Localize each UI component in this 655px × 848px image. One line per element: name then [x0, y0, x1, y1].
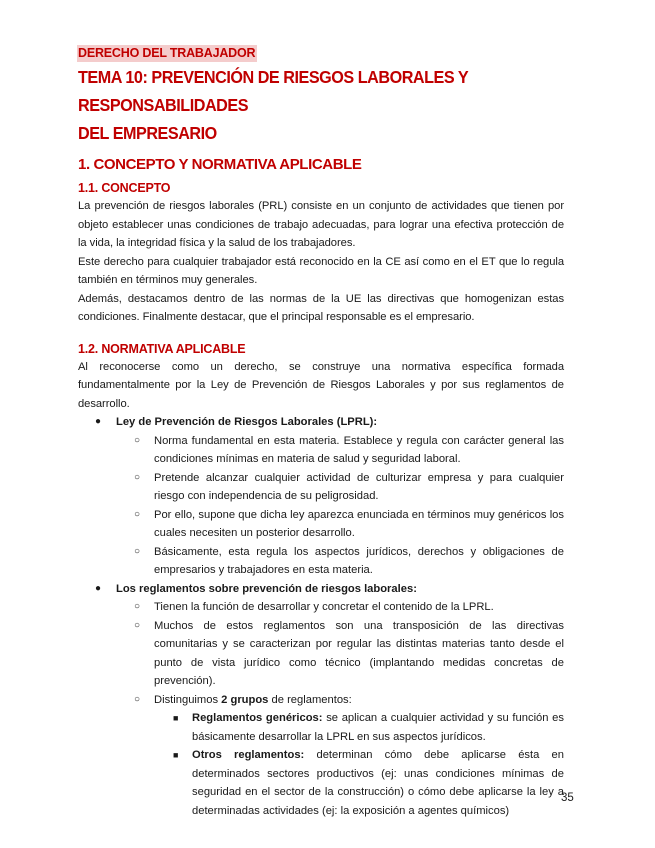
list-item-reglamentos — [78, 580, 564, 599]
bullet-icon: ● — [95, 582, 102, 594]
section-heading-concepto-normativa: 1. CONCEPTO Y NORMATIVA APLICABLE — [78, 156, 362, 173]
circle-bullet-icon: ○ — [134, 545, 141, 557]
grupos-suffix: de reglamentos: — [268, 693, 352, 706]
lprl-label: Ley de Prevención de Riesgos Laborales (LPRL): — [116, 416, 378, 428]
page-content — [78, 44, 564, 820]
circle-bullet-icon: ○ — [134, 693, 141, 705]
grupo-text: determinan cómo debe aplicarse ésta en determinados sectores productivos (ej: unas condiciones mínimas de seguridad en el sector de la construcción) o cómo debe aplicarse la ley a determinadas actividades (ej: la exposición a agentes químicos) — [192, 749, 564, 817]
circle-bullet-icon: ○ — [134, 471, 141, 483]
list-item-grupos — [78, 691, 564, 710]
list-item — [78, 506, 564, 543]
grupos-count: 2 grupos — [221, 693, 269, 706]
grupos-prefix: Distinguimos — [154, 693, 222, 706]
concepto-paragraph-2: Este derecho para cualquier trabajador está reconocido en la CE así como en el ET que lo regula también en términos muy generales. — [78, 255, 564, 286]
title-line-2: DEL EMPRESARIO — [78, 123, 217, 143]
circle-bullet-icon: ○ — [134, 508, 141, 520]
bullet-icon: ● — [95, 416, 102, 427]
concepto-paragraph-3: Además, destacamos dentro de las normas de la UE las directivas que homogenizan estas condiciones. Finalmente destacar, que el principal responsable es el empresario. — [78, 292, 564, 323]
page-title — [78, 63, 564, 147]
lprl-item-text: Pretende alcanzar cualquier actividad de culturizar empresa y para cualquier riesgo con independencia de su peligrosidad. — [154, 471, 564, 502]
circle-bullet-icon: ○ — [134, 434, 141, 446]
circle-bullet-icon: ○ — [134, 601, 141, 612]
list-item — [78, 543, 564, 580]
lprl-item-text: Por ello, supone que dicha ley aparezca enunciada en términos muy genéricos los cuales necesiten un posterior desarrollo. — [154, 508, 564, 539]
grupo-text: se aplican a cualquier actividad y su función es básicamente desarrollar la LPRL en sus aspectos jurídicos. — [192, 712, 564, 743]
list-item — [78, 598, 564, 617]
page-number: 35 — [561, 792, 574, 804]
reglamentos-item-text: Muchos de estos reglamentos son una transposición de las directivas comunitarias y se caracterizan por regular las distintas materias tanto desde el punto de vista jurídico como técnico (implantando medidas concretas de prevención). — [154, 619, 564, 687]
list-item-lprl — [78, 413, 564, 432]
square-bullet-icon: ■ — [173, 750, 179, 760]
grupo-term: Reglamentos genéricos: — [192, 712, 323, 724]
list-item — [78, 746, 564, 820]
lprl-item-text: Básicamente, esta regula los aspectos jurídicos, derechos y obligaciones de empresarios y trabajadores en esta materia. — [154, 545, 564, 576]
normativa-list — [78, 413, 564, 820]
list-item — [78, 469, 564, 506]
subject-label: DERECHO DEL TRABAJADOR — [78, 46, 256, 60]
subsection-heading-normativa: 1.2. NORMATIVA APLICABLE — [78, 341, 246, 356]
list-item — [78, 432, 564, 469]
reglamentos-item-text: Tienen la función de desarrollar y concretar el contenido de la LPRL. — [154, 601, 494, 613]
normativa-intro: Al reconocerse como un derecho, se construye una normativa específica formada fundamentalmente por la Ley de Prevención de Riesgos Laborales y por sus reglamentos de desarrollo. — [78, 360, 564, 410]
list-item — [78, 709, 564, 746]
reglamentos-label: Los reglamentos sobre prevención de riesgos laborales: — [116, 582, 417, 595]
subsection-heading-concepto: 1.1. CONCEPTO — [78, 181, 171, 195]
lprl-item-text: Norma fundamental en esta materia. Establece y regula con carácter general las condiciones mínimas en materia de salud y seguridad laboral. — [154, 434, 564, 465]
title-line-1: TEMA 10: PREVENCIÓN DE RIESGOS LABORALES Y RESPONSABILIDADES — [78, 67, 468, 115]
grupo-term: Otros reglamentos: — [192, 749, 305, 761]
circle-bullet-icon: ○ — [134, 619, 141, 631]
concepto-paragraph-1: La prevención de riesgos laborales (PRL) consiste en un conjunto de actividades que tienen por objeto establecer unas condiciones de trabajo adecuadas, para lograr una efectiva protección de la vida, la integridad física y la salud de los trabajadores. — [78, 200, 564, 249]
square-bullet-icon: ■ — [173, 713, 179, 723]
list-item — [78, 617, 564, 691]
